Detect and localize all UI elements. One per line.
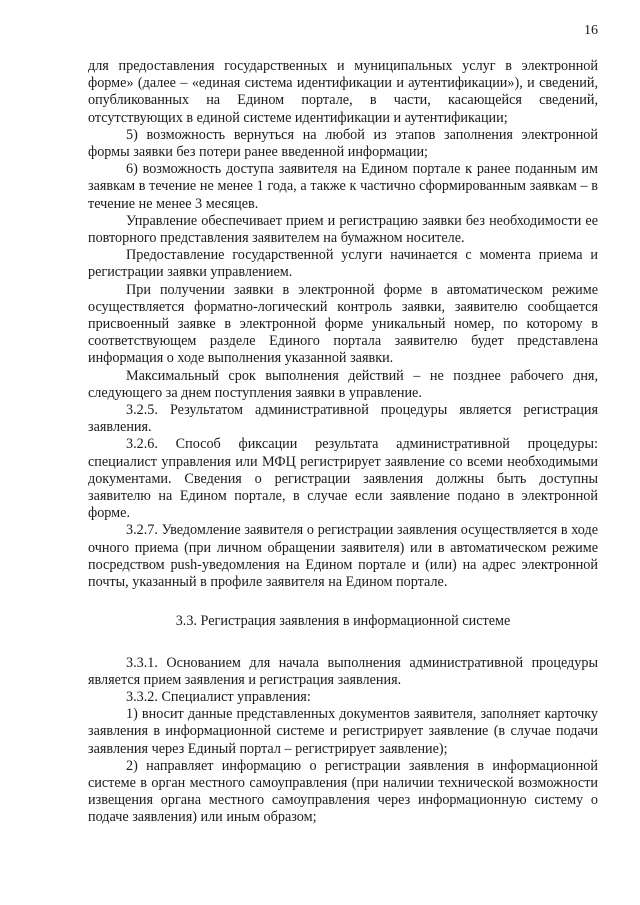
clause-3-3-2: 3.3.2. Специалист управления: xyxy=(126,688,311,705)
page-number: 16 xyxy=(584,23,598,38)
clause-3-3-1: 3.3.1. Основанием для начала выполнения административной процедуры является прием заявления и регистрация заявления. xyxy=(88,654,598,688)
paragraph-start: Предоставление государственной услуги начинается с момента приема и регистрации заявки управлением. xyxy=(88,247,598,281)
list-item-5: 5) возможность вернуться на любой из этапов заполнения электронной формы заявки без потери ранее введенной информации; xyxy=(88,126,598,161)
list-item-1: 1) вносит данные представленных документов заявителя, заполняет карточку заявления в информационной системе и регистрирует заявление (в случае подачи заявления через Единый портал – регистрирует заявление); xyxy=(88,706,598,757)
clause-3-2-5: 3.2.5. Результатом административной процедуры является регистрация заявления. xyxy=(88,402,598,436)
list-item-2: 2) направляет информацию о регистрации заявления в информационной системе в орган местного самоуправления (при наличии технической возможности извещения органа местного самоуправления через информационную систему о подаче заявления) или иным образом; xyxy=(88,757,598,826)
paragraph-electronic: При получении заявки в электронной форме в автоматическом режиме осуществляется форматно-логический контроль заявки, заявителю сообщается присвоенный заявке в электронной форме уникальный номер, по которому в соответствующем разделе Единого портала заявителю будет представлена информация о ходе выполнения указанной заявки. xyxy=(88,281,598,367)
document-body xyxy=(88,58,598,827)
paragraph-reception: Управление обеспечивает прием и регистрацию заявки без необходимости ее повторного представления заявителем на бумажном носителе. xyxy=(88,212,598,247)
clause-3-2-6: 3.2.6. Способ фиксации результата административной процедуры: специалист управления или МФЦ регистрирует заявление со всеми необходимыми документами. Сведения о регистрации заявления должны быть доступны заявителю на Едином портале, в случае если заявление подано в электронной форме. xyxy=(88,436,598,522)
paragraph-continuation: для предоставления государственных и муниципальных услуг в электронной форме» (далее – «единая система идентификации и аутентификации»), и сведений, опубликованных на Едином портале, в части, касающейся сведений, отсутствующих в единой системе идентификации и аутентификации; xyxy=(88,58,598,126)
clause-3-2-7: 3.2.7. Уведомление заявителя о регистрации заявления осуществляется в ходе очного приема (при личном обращении заявителя) или в автоматическом режиме посредством push-уведомления на Едином портале и (или) на адрес электронной почты, указанный в профиле заявителя на Едином портале. xyxy=(88,522,598,591)
section-heading: 3.3. Регистрация заявления в информационной системе xyxy=(175,613,511,630)
list-item-6: 6) возможность доступа заявителя на Едином портале к ранее поданным им заявкам в течение не менее 1 года, а также к частично сформированным заявкам – в течение не менее 3 месяцев. xyxy=(88,161,598,212)
paragraph-deadline: Максимальный срок выполнения действий – не позднее рабочего дня, следующего за днем поступления заявки в управление. xyxy=(88,367,598,401)
